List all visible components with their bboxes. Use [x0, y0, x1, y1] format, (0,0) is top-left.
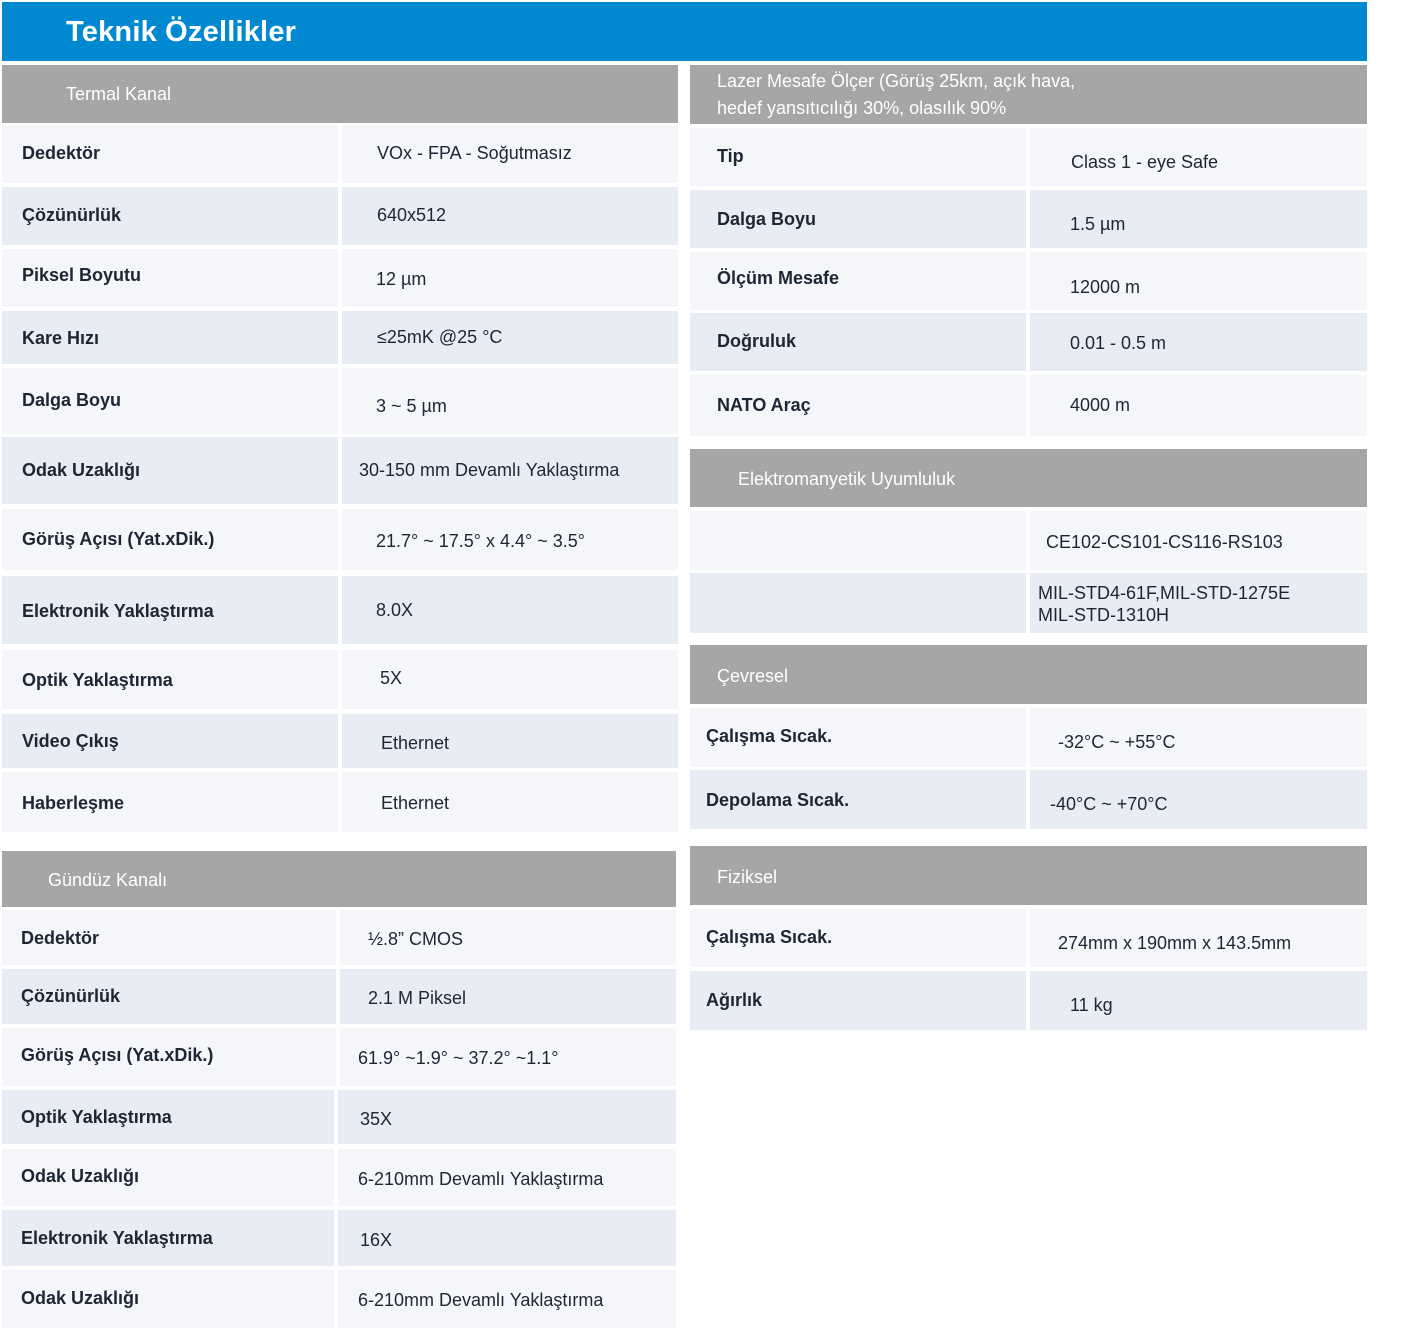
thermal-row-value: 8.0X [376, 600, 414, 620]
day-row-value: 2.1 M Piksel [368, 988, 467, 1008]
thermal-row-value: 640x512 [377, 205, 447, 225]
laser-header-line1: Lazer Mesafe Ölçer (Görüş 25km, açık hava, [717, 71, 1076, 91]
day-row-label: Çözünürlük [21, 986, 120, 1006]
env-row-value: -40°C ~ +70°C [1050, 794, 1168, 814]
thermal-row-value: 12 µm [376, 269, 427, 289]
thermal-row [2, 772, 678, 832]
day-row-label: Odak Uzaklığı [21, 1288, 140, 1308]
thermal-row-value: 3 ~ 5 µm [376, 396, 447, 416]
laser-row [690, 375, 1367, 436]
laser-row [690, 190, 1367, 248]
laser-row-value: Class 1 - eye Safe [1071, 152, 1219, 172]
thermal-row [2, 187, 678, 245]
thermal-row-label: Piksel Boyutu [22, 265, 142, 285]
laser-row [690, 128, 1367, 186]
thermal-row-label: Haberleşme [22, 793, 125, 813]
thermal-row-value: Ethernet [381, 793, 450, 813]
day-row [2, 1270, 676, 1328]
thermal-header-text: Termal Kanal [66, 84, 172, 104]
laser-row-value: 1.5 µm [1070, 214, 1126, 234]
env-row [690, 770, 1367, 829]
day-row [2, 1028, 676, 1086]
thermal-row [2, 650, 678, 709]
laser-row [690, 313, 1367, 371]
day-row-label: Görüş Açısı (Yat.xDik.) [21, 1045, 214, 1065]
laser-row-label: Doğruluk [717, 331, 796, 351]
env-row [690, 708, 1367, 767]
laser-row-label: NATO Araç [717, 395, 811, 415]
env-row-label: Depolama Sıcak. [706, 790, 850, 810]
phys-row-value: 11 kg [1070, 995, 1113, 1015]
laser-row-value: 12000 m [1070, 277, 1141, 297]
day-row-label: Odak Uzaklığı [21, 1166, 140, 1186]
emc-header-text: Elektromanyetik Uyumluluk [738, 469, 956, 489]
page-title: Teknik Özellikler [66, 16, 297, 48]
phys-row-label: Ağırlık [706, 990, 763, 1010]
day-row-value: 35X [360, 1109, 393, 1129]
emc-section-header [690, 449, 1367, 507]
day-row-value: 6-210mm Devamlı Yaklaştırma [358, 1169, 604, 1189]
env-header-text: Çevresel [717, 666, 789, 686]
thermal-row [2, 509, 678, 570]
thermal-row [2, 368, 678, 434]
thermal-row-label: Video Çıkış [22, 731, 119, 751]
day-row-label: Elektronik Yaklaştırma [21, 1228, 213, 1248]
phys-row [690, 971, 1367, 1030]
thermal-row [2, 437, 678, 504]
emc-row-value: CE102-CS101-CS116-RS103 [1046, 532, 1283, 552]
thermal-row-value: 21.7° ~ 17.5° x 4.4° ~ 3.5° [376, 531, 585, 551]
thermal-row-label: Elektronik Yaklaştırma [22, 601, 214, 621]
phys-section-header [690, 846, 1367, 905]
laser-row-value: 4000 m [1070, 395, 1131, 415]
day-row [2, 1149, 676, 1206]
day-row [2, 910, 676, 965]
phys-row-label: Çalışma Sıcak. [706, 927, 833, 947]
emc-row-value-line2: MIL-STD-1310H [1038, 605, 1170, 625]
laser-row-label: Dalga Boyu [717, 209, 817, 229]
day-section-header [2, 851, 676, 907]
day-row-label: Optik Yaklaştırma [21, 1107, 172, 1127]
laser-row-label: Ölçüm Mesafe [717, 268, 840, 288]
thermal-row-value: ≤25mK @25 °C [377, 327, 503, 347]
day-row [2, 969, 676, 1024]
thermal-row-value: 30-150 mm Devamlı Yaklaştırma [359, 460, 620, 480]
day-header-text: Gündüz Kanalı [48, 870, 168, 890]
thermal-row-label: Optik Yaklaştırma [22, 670, 173, 690]
thermal-row [2, 125, 678, 183]
day-row-value: 61.9° ~1.9° ~ 37.2° ~1.1° [358, 1048, 559, 1068]
thermal-row-label: Görüş Açısı (Yat.xDik.) [22, 529, 215, 549]
thermal-row [2, 311, 678, 364]
laser-row [690, 252, 1367, 310]
day-row [2, 1090, 676, 1144]
thermal-row-label: Dalga Boyu [22, 390, 122, 410]
env-row-label: Çalışma Sıcak. [706, 726, 833, 746]
thermal-row-value: 5X [380, 668, 403, 688]
thermal-row-label: Odak Uzaklığı [22, 460, 141, 480]
laser-section-header [690, 65, 1367, 124]
emc-row-value-line1: MIL-STD4-61F,MIL-STD-1275E [1038, 583, 1291, 603]
title-bar [2, 2, 1367, 61]
env-section-header [690, 645, 1367, 704]
day-row-value: ½.8” CMOS [368, 929, 464, 949]
laser-header-line2: hedef yansıtıcılığı 30%, olasılık 90% [717, 98, 1007, 118]
thermal-section-header [2, 65, 678, 123]
laser-row-value: 0.01 - 0.5 m [1070, 333, 1167, 353]
day-row-value: 6-210mm Devamlı Yaklaştırma [358, 1290, 604, 1310]
emc-row [690, 573, 1367, 633]
emc-row [690, 511, 1367, 570]
env-row-value: -32°C ~ +55°C [1058, 732, 1176, 752]
thermal-row-value: Ethernet [381, 733, 450, 753]
thermal-row-label: Çözünürlük [22, 205, 121, 225]
thermal-row [2, 576, 678, 644]
phys-row [690, 909, 1367, 967]
day-row-value: 16X [360, 1230, 393, 1250]
thermal-row-label: Kare Hızı [22, 328, 100, 348]
thermal-row-value: VOx - FPA - Soğutmasız [377, 143, 572, 163]
thermal-row [2, 249, 678, 307]
day-row [2, 1210, 676, 1266]
laser-row-label: Tip [717, 146, 744, 166]
phys-header-text: Fiziksel [717, 867, 778, 887]
phys-row-value: 274mm x 190mm x 143.5mm [1058, 933, 1292, 953]
thermal-row [2, 714, 678, 768]
thermal-row-label: Dedektör [22, 143, 101, 163]
day-row-label: Dedektör [21, 928, 100, 948]
